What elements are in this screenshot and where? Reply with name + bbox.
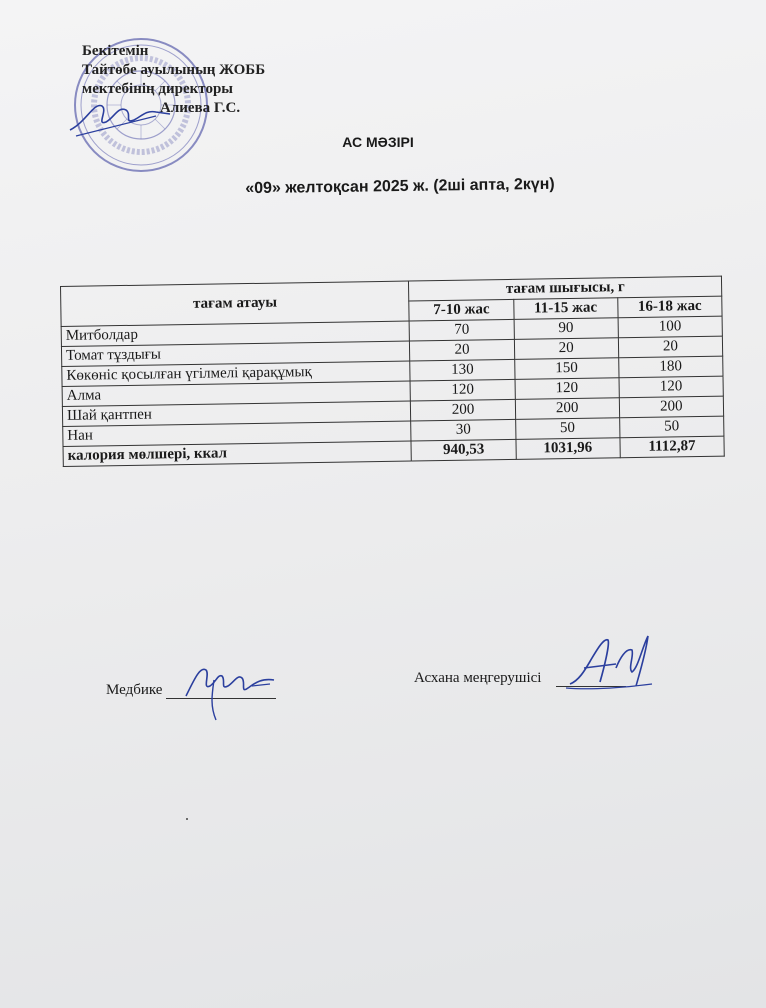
menu-date: «09» желтоқсан 2025 ж. (2ші апта, 2күн)	[245, 175, 555, 198]
director-signature	[66, 92, 176, 142]
calorie-value: 1112,87	[620, 436, 725, 458]
nurse-label: Медбике	[106, 682, 163, 698]
dish-portion: 150	[514, 358, 619, 380]
dish-portion: 20	[514, 338, 619, 360]
dish-portion: 200	[515, 398, 620, 420]
dish-portion: 20	[618, 336, 723, 358]
dish-name: Нан	[63, 421, 412, 446]
dish-portion: 30	[411, 419, 515, 441]
canteen-manager-label: Асхана меңгерушісі	[414, 670, 542, 686]
paper-speck	[186, 818, 188, 820]
calorie-label: калория мөлшері, ккал	[63, 441, 412, 466]
dish-portion: 180	[618, 356, 723, 378]
calorie-value: 1031,96	[516, 438, 621, 460]
dish-portion: 120	[619, 376, 724, 398]
dish-portion: 70	[410, 319, 514, 341]
dish-portion: 20	[410, 339, 514, 361]
header-output: тағам шығысы, г	[409, 276, 722, 301]
nurse-signature	[178, 650, 278, 725]
dish-portion: 90	[514, 318, 619, 340]
menu-table-wrapper	[60, 276, 727, 467]
approval-line-2: Тайтөбе ауылының ЖОББ	[82, 62, 266, 78]
dish-portion: 50	[515, 418, 620, 440]
dish-portion: 200	[619, 396, 724, 418]
dish-name: Томат тұздығы	[61, 341, 410, 366]
dish-portion: 50	[619, 416, 724, 438]
canteen-manager-signature	[560, 628, 660, 698]
menu-title: АС МӘЗІРІ	[342, 134, 414, 150]
menu-table	[60, 276, 725, 467]
header-age-3: 16-18 жас	[618, 296, 723, 318]
dish-portion: 120	[515, 378, 620, 400]
dish-name: Шай қантпен	[62, 401, 411, 426]
header-age-2: 11-15 жас	[513, 298, 618, 320]
dish-portion: 100	[618, 316, 723, 338]
header-dish-name: тағам атауы	[61, 281, 410, 326]
approval-line-3: мектебінің директоры	[82, 81, 234, 97]
dish-portion: 120	[411, 379, 515, 401]
dish-name: Алма	[62, 381, 411, 406]
dish-portion: 200	[411, 399, 515, 421]
calorie-value: 940,53	[411, 439, 515, 461]
approval-line-4: Алиева Г.С.	[160, 100, 241, 116]
approval-line-1: Бекітемін	[82, 43, 149, 59]
dish-name: Көкөніс қосылған үгілмелі қарақұмық	[62, 361, 411, 386]
dish-portion: 130	[410, 359, 514, 381]
header-age-1: 7-10 жас	[409, 299, 513, 321]
dish-name: Митболдар	[61, 321, 410, 346]
